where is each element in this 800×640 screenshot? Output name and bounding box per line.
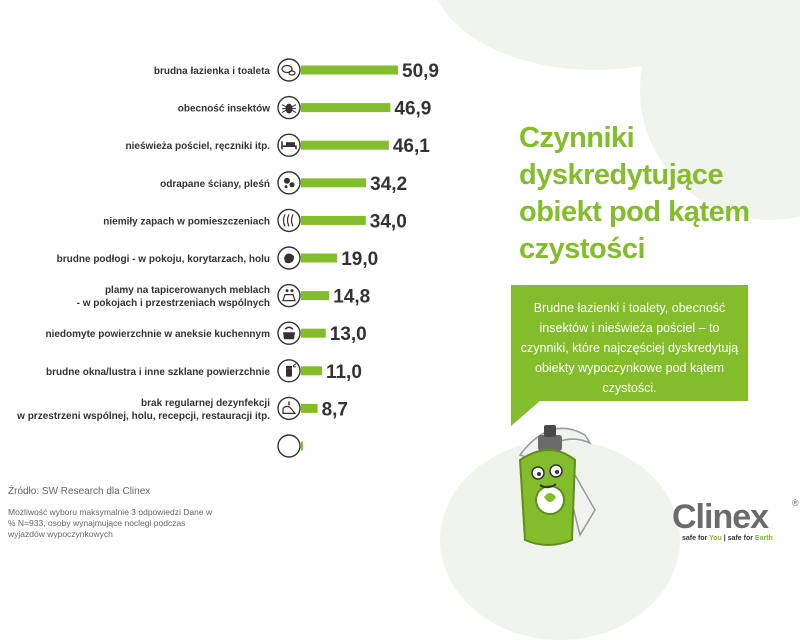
bar [301,404,318,413]
clinex-logo [672,498,797,548]
logo-tagline: safe for You | safe for Earth [682,535,773,542]
spray-icon [278,285,300,307]
bar [301,103,390,112]
mold-icon [278,172,300,194]
category-label: brudne podłogi - w pokoju, korytarzach, holu [56,254,270,265]
bar-value-label: 19,0 [341,249,379,270]
bar [301,291,329,300]
bacteria-icon [278,59,300,81]
bug-icon [278,97,300,119]
bar-value-label: 34,2 [370,173,408,195]
bar-value-label: 46,9 [394,98,432,120]
bar [301,254,337,263]
spray-bottle-icon [278,360,300,382]
bar-value-label: 34,0 [369,211,407,233]
bar [301,66,398,75]
callout-box: Brudne łazienki i toalety, obecność insektów i nieświeża pościel – to czynniki, które najczęściej dyskredytują obiekty wypoczynkowe pod kątem czystości. [511,285,748,401]
category-label: niemiły zapach w pomieszczeniach [103,216,270,228]
source-text: Źródło: SW Research dla Clinex [8,486,151,497]
stain-icon [278,247,300,269]
hand-sanitize-icon [278,397,300,419]
bar [301,178,366,187]
bar-value-label: 14,8 [333,286,371,308]
mascot-bottle-icon [490,415,610,550]
pot-icon [278,322,300,344]
category-label: nieświeża pościel, ręczniki itp. [125,141,270,153]
bar [301,329,326,338]
question-icon [278,435,300,457]
logo-registered-mark: ® [792,498,799,508]
bar-value-label: 13,0 [329,324,367,346]
category-label: brudna łazienka i toaleta [153,66,270,77]
bar-value-label: 46,1 [392,136,430,158]
bar [301,442,303,451]
logo-wordmark: Clinex [672,498,769,536]
bar-value-label: 8,7 [321,399,349,421]
bar-value-label: 50,9 [402,61,439,82]
category-label: plamy na tapicerowanych meblach [104,285,270,297]
bar-value-label: 11,0 [325,361,362,383]
bar [301,216,366,225]
category-label: w przestrzeni wspólnej, holu, recepcji, restauracji itp. [17,410,270,422]
bar [301,366,322,375]
bed-icon [278,134,300,156]
bar [301,141,389,150]
page-title: Czynniki dyskredytujące obiekt pod kątem czystości [519,122,750,265]
category-label: brak regularnej dezynfekcji [141,397,270,409]
category-label: niedomyte powierzchnie w aneksie kuchennym [45,329,270,341]
category-label: obecność insektów [177,103,270,115]
category-label: odrapane ściany, pleśń [160,178,270,190]
category-label: - w pokojach i przestrzeniach wspólnych [76,298,270,310]
note-text: Możliwość wyboru maksymalnie 3 odpowiedzi Dane w % N=933, osoby wynajmujące noclegi podczas wyjazdów wypoczynkowych [8,507,213,539]
category-label: brudne okna/lustra i inne szklane powierzchnie [46,366,270,378]
odor-icon [278,209,300,231]
